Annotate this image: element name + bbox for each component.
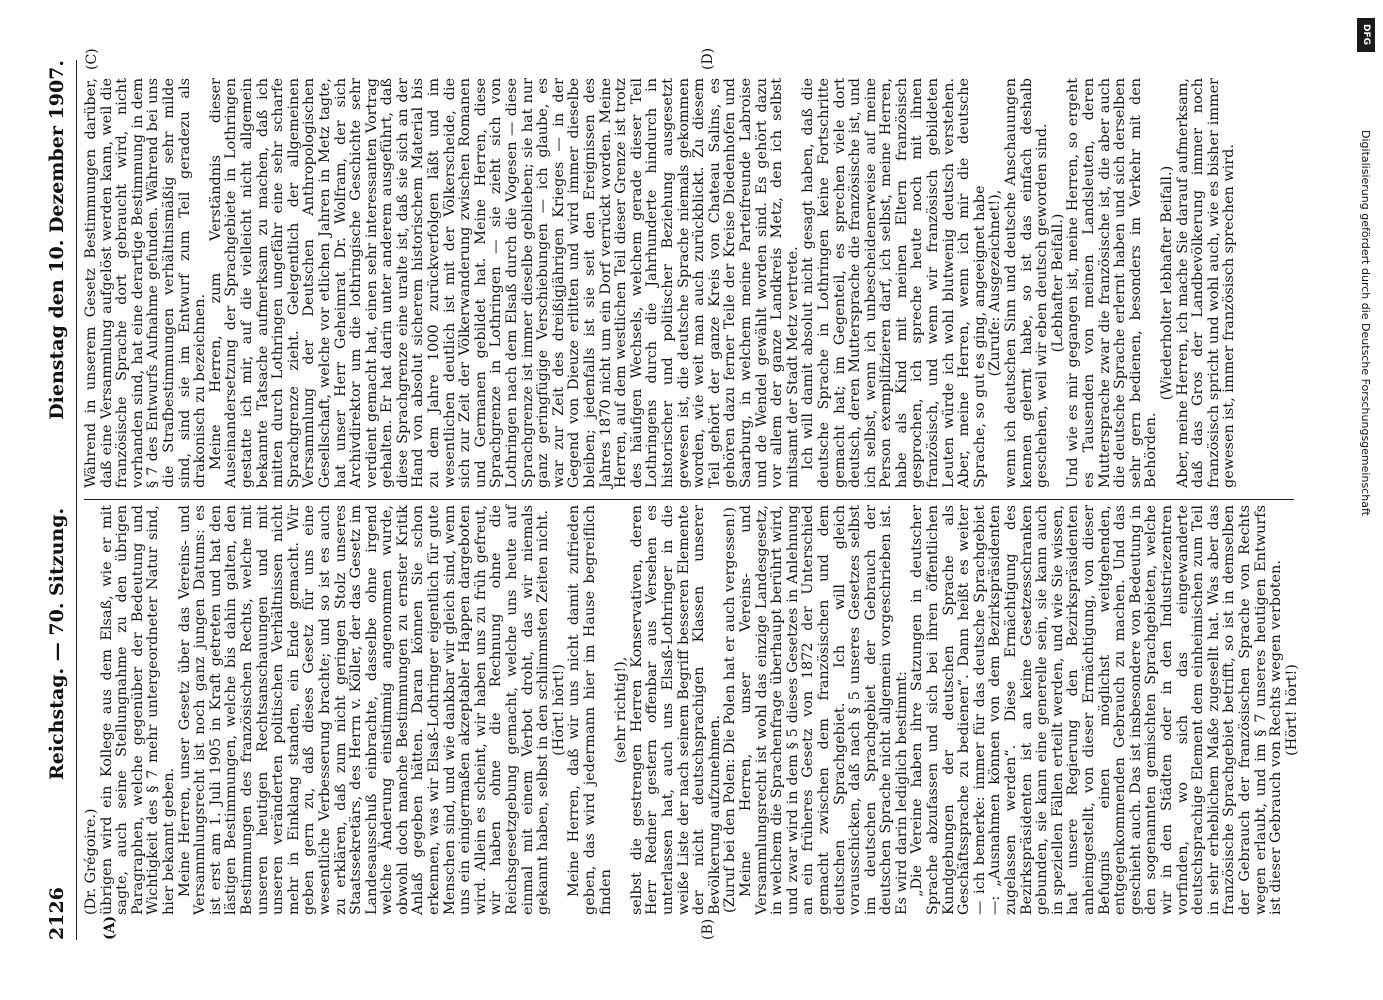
paragraph: selbst die gestrengen Herren Konservativen, deren Herr Redner gestern offenbar aus Versehen es unterlassen hat, auch uns Elsaß-Lothringer in die weiße Liste der nach seinem Begriff besseren Elemente der nicht deutschsprachigen Klassen unserer Bevölkerung aufzunehmen. [628, 505, 723, 915]
paragraph: übrigen wird ein Kollege aus dem Elsaß, wie er mit sagte, auch seine Stellungnahme zu den übrigen Paragraphen, welche gegenüber der Bedeutung und Wichtigkeit des § 7 mehr untergeordneter Natur sind, hier bekannt geben. [98, 505, 177, 915]
margin-marker-d: (D) [700, 47, 716, 70]
header-session: Reichstag. — 70. Sitzung. [46, 507, 68, 780]
paragraph: Und wie es mir gegangen ist, meine Herren, so ergeht es Tausenden von meinen Landsleuten, deren Muttersprache zwar die französische ist, die aber auch die deutsche Sprache erlernt haben und sich derselben sehr gern bedienen, besonders im Verkehr mit den Behörden. [1065, 78, 1160, 488]
margin-marker-b: (B) [700, 918, 716, 940]
interjection: (Zuruf bei den Polen: Die Polen hat er auch vergessen!) [722, 506, 739, 914]
paragraph: Meine Herren, daß wir uns nicht damit zufrieden geben, das wird jedermann hier im Hause begreiflich finden [566, 505, 614, 915]
interjection: (Hört! hört!) [1283, 664, 1300, 756]
left-text-column [83, 505, 1300, 915]
page-number: 2126 [46, 887, 68, 940]
paragraph: Während in unserem Gesetz Bestimmungen darüber, daß eine Versammlung aufgelöst werden kann, weil die französische Sprache dort gebraucht wird, nicht vorhanden sind, hat eine derartige Bestimmung in dem § 7 des Entwurfs Aufnahme gefunden. Während bei uns die Strafbestimmungen verhältnismäßig sehr milde sind, sind sie im Entwurf zum Teil geradezu als drakonisch zu bezeichnen. [83, 78, 209, 488]
margin-marker-c: (C) [84, 48, 100, 70]
paragraph: „Die Vereine haben ihre Satzungen in deutscher Sprache abzufassen und sich bei ihren öffentlichen Kundgebungen der deutschen Sprache als Geschäftssprache zu bedienen“. Dann heißt es weiter — ich bemerke: immer für das deutsche Sprachgebiet —: „Ausnahmen können von dem Bezirkspräsidenten zugelassen werden“. Diese Ermächtigung des Bezirkspräsidenten ist an keine Gesetzesschranken gebunden, sie kann eine generelle sein, sie kann auch in speziellen Fällen erteilt werden, und wie Sie wissen, hat unsere Regierung den Bezirkspräsidenten anheimgestellt, von dieser Ermächtigung, von dieser Befugnis einen möglichst weitgehenden, entgegenkommenden Gebrauch zu machen. Und das geschieht auch. Das ist insbesondere von Bedeutung in den sogenannten gemischten Sprachgebieten, welche wir in den Städten oder in den Industriezentren vorfinden, wo sich das eingewanderte deutschsprachige Element dem einheimischen zum Teil in sehr erheblichem Maße zugesellt hat. Was aber das französische Sprachgebiet betrifft, so ist in demselben der Gebrauch der französischen Sprache von Rechts wegen erlaubt, und im § 7 unseres heutigen Entwurfs ist dieser Gebrauch von Rechts wegen verboten. [909, 505, 1285, 915]
paragraph: Meine Herren, zum Verständnis dieser Auseinandersetzung der Sprachgebiete in Lothringen gestatte ich mir, auf die vielleicht nicht allgemein bekannte Tatsache aufmerksam zu machen, daß ich mitten durch Lothringen ungefähr eine sehr scharfe Sprachgrenze zieht. Gelegentlich der allgemeinen Versammlung der Deutschen Anthropologischen Gesellschaft, welche vor etlichen Jahren in Metz tagte, hat unser Herr Geheimrat Dr. Wolfram, der sich Archivdirektor um die lothringische Geschichte sehr verdient gemacht hat, einen sehr interessanten Vortrag gehalten. Er hat darin unter anderem ausgeführt, daß diese Sprachgrenze eine uralte ist, daß sie sich an der Hand von absolut sicherem historischem Material bis zu dem Jahre 1000 zurückverfolgen läßt und im wesentlichen deutlich ist mit der Völkerscheide, die sich zur Zeit der Völkerwanderung zwischen Romanen und Germanen gebildet hat. Meine Herren, diese Sprachgrenze in Lothringen — sie zieht sich von Lothringen nach dem Elsaß durch die Vogesen — diese Sprachgrenze ist immer dieselbe geblieben; sie hat nur ganz geringfügige Verschiebungen — ich glaube, es war zur Zeit des dreißigjährigen Krieges — in der Gegend von Dieuze erlitten und wird immer dieselbe bleiben; jedenfalls ist sie seit den Ereignissen des Jahres 1870 nicht um ein Dorf verrückt worden. Meine Herren, auf dem westlichen Teil dieser Grenze ist trotz des häufigen Wechsels, welchem gerade dieser Teil Lothringens durch die Jahrhunderte hindurch in historischer und politischer Beziehung ausgesetzt gewesen ist, die deutsche Sprache niemals gekommen worden, wie weit man auch zurückblickt. Zu diesem Teil gehört der ganze Kreis von Chateau Salins, es gehören dazu ferner Teile der Kreise Diedenhofen und Saarburg, in welchem meine Parteifreunde Labroise und de Wendel gewählt worden sind. Es gehört dazu vor allem der ganze Landkreis Metz, den ich selbst mitsamt der Stadt Metz vertrete. [207, 78, 801, 488]
paragraph: Meine Herren, unser Vereins- und Versammlungsrecht ist wohl das einzige Landesgesetz, in welchem die Sprachenfrage überhaupt berührt wird, und zwar wird in dem § 5 dieses Gesetzes in Anlehnung an ein früheres Gesetz von 1872 der Unterschied gemacht zwischen dem französischen und dem deutschen Sprachgebiet. Ich will gleich vorausschicken, daß nach § 5 unseres Gesetzes selbst im deutschen Sprachgebiet der Gebrauch der deutschen Sprache nicht allgemein vorgeschrieben ist. Es wird darin lediglich bestimmt: [737, 505, 910, 915]
column-divider [84, 499, 1294, 500]
speaker-name: (Dr. Grégoire.) [83, 808, 99, 915]
dfg-logo: DFG [1357, 18, 1375, 52]
interjection: (Lebhafter Beifall.) [1049, 213, 1066, 353]
interjection: (Hört! hört!) [550, 664, 567, 756]
header-date: Dienstag den 10. Dezember 1907. [46, 60, 68, 420]
paragraph: Ich will damit absolut nicht gesagt haben, daß die deutsche Sprache in Lothringen keine Fortschritte gemacht hat; im Gegenteil, es sprechen viele dort deutsch, deren Muttersprache die französische ist, und ich selbst, wenn ich unbescheidenerweise auf meine Person exemplifizieren darf, ich selbst, meine Herren, habe als Kind mit meinen Eltern französisch gesprochen, ich spreche heute noch mit ihnen französisch, und wenn wir französisch gebildeten Leuten würde ich wohl blutwenig deutsch verstehen. Aber, meine Herren, wenn ich mir die deutsche Sprache, so gut es ging, angeeignet habe [800, 78, 988, 488]
interjection: (Wiederholter lebhafter Beifall.) [1158, 165, 1175, 401]
header-rule [76, 60, 77, 940]
page-header [42, 60, 76, 940]
paragraph: Meine Herren, unser Gesetz über das Vereins- und Versammlungsrecht ist noch ganz jungen Datums: es ist erst am 1. Juli 1905 in Kraft getreten und hat den lästigen Bestimmungen, welche bis dahin galten, den Bestimmungen des französischen Rechts, welche mit unseren heutigen Rechtsanschauungen und mit unseren veränderten politischen Verhältnissen nicht mehr in Einklang standen, ein Ende gemacht. Wir geben gern zu, daß dieses Gesetz für uns eine wesentliche Verbesserung brachte; und so ist es auch zu erklären, daß zum nicht geringen Stolz unseres Staatssekretärs, des Herrn v. Köller, der das Gesetz im Landesausschuß einbrachte, dasselbe ohne irgend welche Änderung einstimmig angenommen wurde, obwohl doch manche Bestimmungen zu ernster Kritik Anlaß gegeben hätten. Daran können Sie schon erkennen, was wir Elsaß-Lothringer eigentlich für gute Menschen sind, und wie dankbar wir gleich sind, wenn uns ein einigermaßen akzeptabler Happen dargeboten wird. Allein es scheint, wir haben uns zu früh gefreut, wir haben ohne die Rechnung ohne die Reichsgesetzgebung gemacht, welche uns heute auf einmal mit einem Verbot droht, das wir niemals gekannt haben, selbst in den schlimmsten Zeiten nicht. [176, 505, 552, 915]
digitization-credit: Digitalisierung gefördert durch die Deutsche Forschungsgemeinschaft [1359, 130, 1372, 516]
interjection: (sehr richtig!), [613, 656, 630, 764]
interjection: (Zurufe: Ausgezeichnet!), [987, 189, 1004, 377]
margin-marker-a: (A) [102, 915, 118, 940]
paragraph: wenn ich deutschen Sinn und deutsche Anschauungen kennen gelernt habe, so ist das einfach deshalb geschehen, weil wir eben deutsch geworden sind. [1003, 78, 1051, 488]
digitization-note [1355, 10, 1377, 970]
right-text-column [84, 78, 1294, 488]
paragraph: Aber, meine Herren, ich mache Sie darauf aufmerksam, daß das Gros der Landbevölkerung immer noch französisch spricht und wohl auch, wie es bisher immer gewesen ist, immer französisch sprechen wird. [1174, 78, 1238, 488]
